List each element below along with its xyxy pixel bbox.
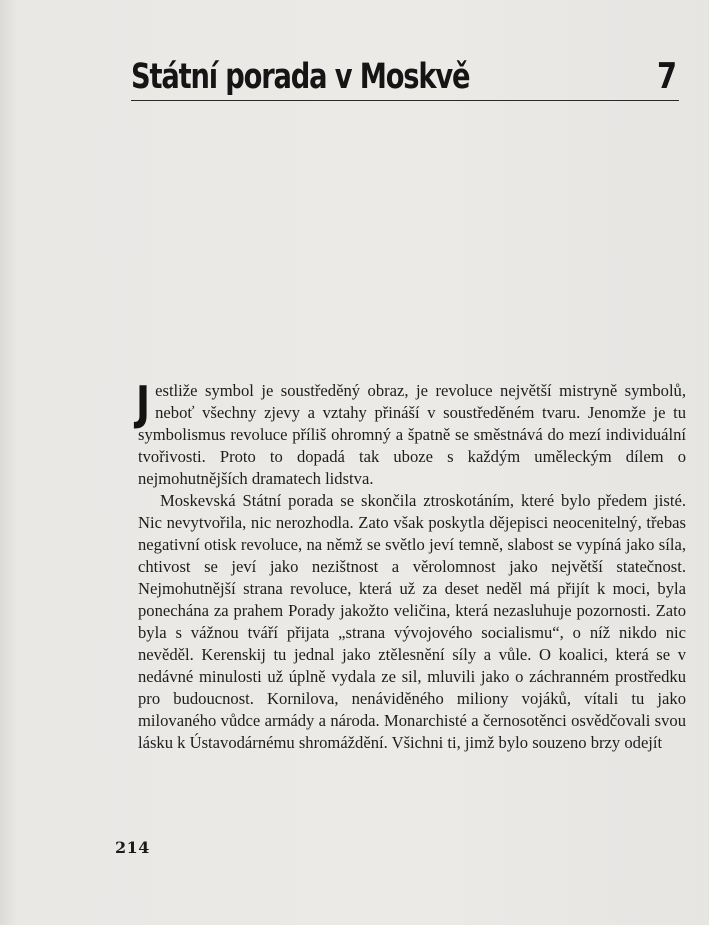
- body-text: [136, 376, 686, 754]
- drop-cap: J: [136, 376, 151, 430]
- chapter-title: Státní porada v Moskvě: [131, 57, 470, 97]
- paragraph-1-text: estliže symbol je soustředěný obraz, je revoluce největší mistryně symbolů, neboť všechny zjevy a vztahy přináší v soustředěném tvaru. Jenomže je tu symbolismus revoluce příliš ohromný a špatně se směstnává do mezí individuální tvořivosti. Proto to dopadá tak uboze s každým uměleckým dílem o nejmohutnějších dramatech lidstva.: [138, 381, 686, 488]
- page-number: 214: [115, 838, 150, 857]
- chapter-header: [131, 52, 679, 101]
- paragraph-2: Moskevská Státní porada se skončila ztroskotáním, které bylo předem jisté. Nic nevytvořila, nic nerozhodla. Zato však poskytla dějepisci neocenitelný, třebas negativní otisk revoluce, na němž se světlo jeví temně, slabost se vypíná jako síla, chtivost se jeví jako nezištnost a věrolomnost jako největší statečnost. Nejmohutnější strana revoluce, která už za deset neděl má přijít k moci, byla ponechána za prahem Porady jakožto veličina, která nezasluhuje pozornosti. Zato byla s vážnou tváří přijata „strana vývojového socialismu“, o níž nikdo nic nevěděl. Kerenskij tu jednal jako ztělesnění síly a vůle. O koalici, která se v nedávné minulosti už úplně vydala ze sil, mluvili jako o záchranném prostředku pro budoucnost. Kornilova, nenáviděného miliony vojáků, vítali tu jako milovaného vůdce armády a národa. Monarchisté a černosotěnci osvědčovali svou lásku k Ústavodárnému shromáždění. Všichni ti, jimž bylo souzeno brzy odejít: [138, 491, 686, 752]
- paragraph-1: [136, 376, 686, 490]
- chapter-number: 7: [656, 56, 677, 97]
